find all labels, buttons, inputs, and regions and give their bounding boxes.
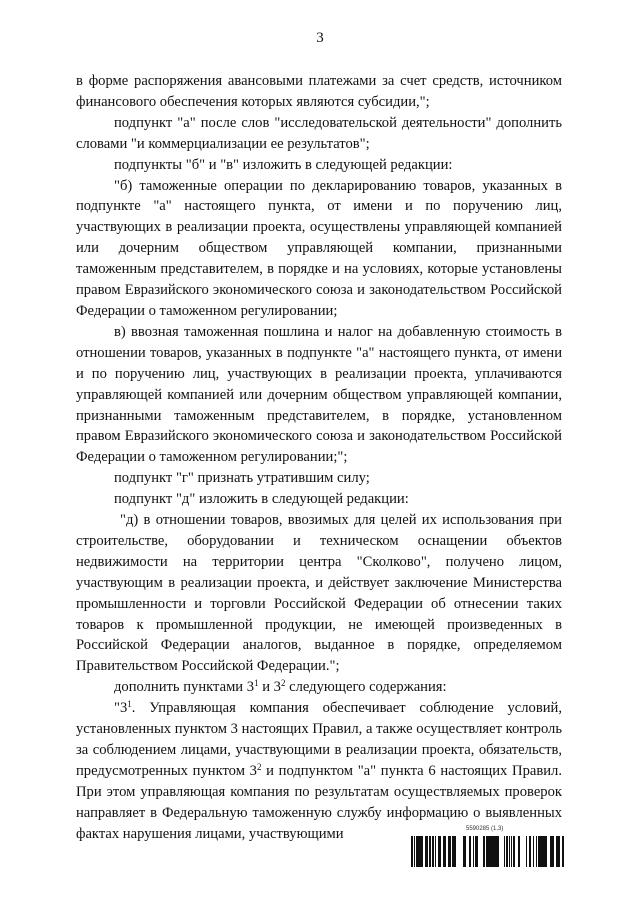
superscript: 2 [280,678,286,689]
paragraph-text: "д) в отношении товаров, ввозимых для целей их использования при строительстве, оборудовании и техническом оснащении объектов недвижимости на территории центра "Сколково", получено лицом, участвующим в реализации проекта, и действует заключение Министерства промышленности и торговли Российской Федерации об отнесении таких товаров к промышленной продукции, не имеющей произведенных в Российской Федерации аналогов, выданное в порядке, определяемом Правительством Российской Федерации."; [76,512,562,675]
superscript: 1 [254,678,259,689]
paragraph [76,510,562,677]
paragraph [76,698,562,844]
paragraph-text: . Управляющая компания обеспечивает соблюдение условий, установленных пунктом 3 настоящих Правил, а также осуществляет контроль за соблюдением лицами, участвующими в реализации проекта, обязательств, предусмотренных пунктом 3 [76,700,562,779]
paragraph-text: следующего содержания: [285,679,447,696]
paragraph-text: и 3 [258,679,281,696]
paragraph-text: и подпунктом "а" пункта 6 настоящих Правил. При этом управляющая компания по результатам осуществляемых проверок направляет в Федеральную таможенную службу информацию о выявленных фактах нарушения лицами, участвующими [76,762,562,842]
paragraph [76,468,562,489]
paragraph-text: "б) таможенные операции по декларированию товаров, указанных в подпункте "а" настоящего пункта, от имени и по поручению лиц, участвующих в реализации проекта, осуществлены управляющей компанией или дочерним обществом управляющей компании, признанными таможенным представителем, в порядке и на условиях, которые установлены правом Евразийского экономического союза и законодательством Российской Федерации о таможенном регулировании; [76,177,562,319]
superscript: 2 [256,761,262,772]
barcode [410,836,564,867]
paragraph [76,155,562,176]
paragraph-text: "3 [114,700,128,717]
paragraph [76,322,562,468]
paragraph-text: в) ввозная таможенная пошлина и налог на добавленную стоимость в отношении товаров, указанных в подпункте "а" настоящего пункта, от имени и по поручению лиц, участвующих в реализации проекта, уплачиваются управляющей компанией или дочерним обществом управляющей компании, признанными таможенным представителем, в порядке, установленном правом Евразийского экономического союза и законодательством Российской Федерации о таможенном регулировании;"; [76,323,562,466]
paragraph-text: дополнить пунктами 3 [114,679,255,696]
paragraph [76,71,562,113]
paragraph-text: в форме распоряжения авансовыми платежами за счет средств, источником финансового обеспечения которых являются субсидии,"; [76,73,562,110]
paragraph-text: подпункт "а" после слов "исследовательской деятельности" дополнить словами "и коммерциализации ее результатов"; [76,114,562,152]
page-number: 3 [316,30,324,46]
paragraph-text: подпункты "б" и "в" изложить в следующей редакции: [114,156,453,173]
document-body [76,71,562,845]
paragraph-text: подпункт "г" признать утратившим силу; [114,470,370,487]
paragraph [76,176,562,322]
paragraph-text: подпункт "д" изложить в следующей редакции: [114,491,409,508]
paragraph [76,113,562,155]
paragraph [76,677,562,698]
document-code: 5590285 (1.3) [466,826,504,832]
superscript: 1 [127,699,132,710]
paragraph [76,489,562,510]
